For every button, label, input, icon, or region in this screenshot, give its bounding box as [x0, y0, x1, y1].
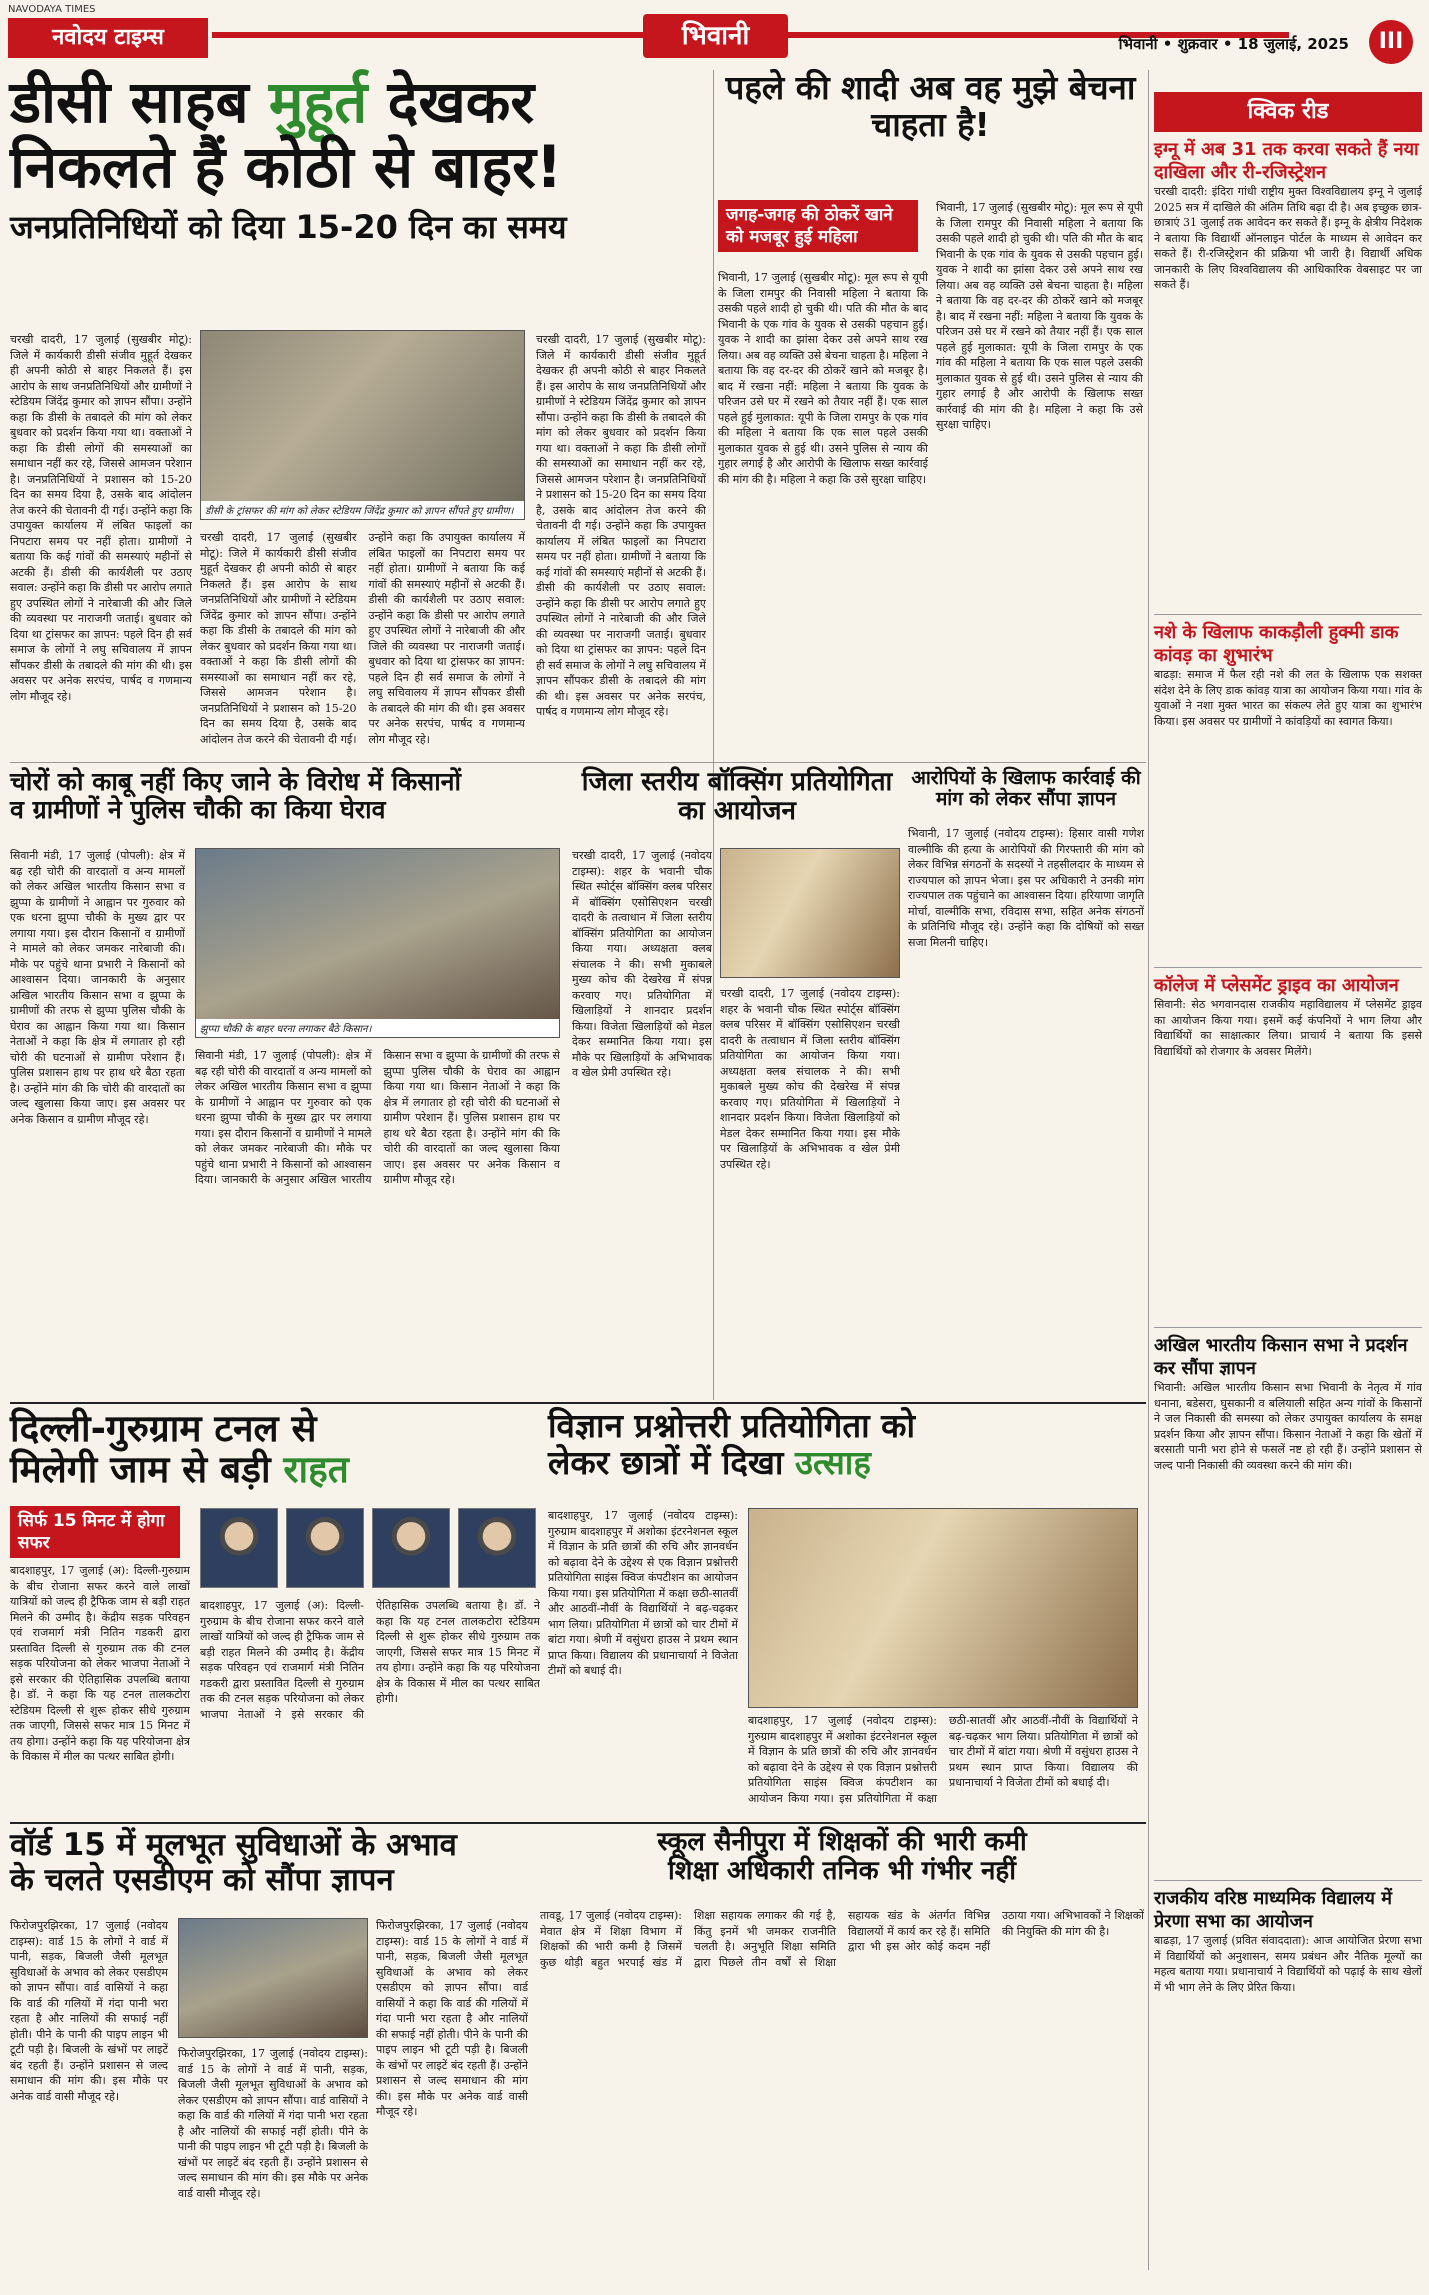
masthead-top-label: NAVODAYA TIMES: [8, 4, 96, 15]
sidebar-item-body: बाढड़ा: समाज में फैल रही नशे की लत के खिलाफ एक सशक्त संदेश देने के लिए डाक कांवड़ यात्रा का आयोजन किया गया। गांव के युवाओं ने नशा मुक्त भारत का संकल्प लेते हुए यात्रा का शुभारंभ किया। इस अवसर पर ग्रामीणों ने कांवड़ियों का स्वागत किया।: [1154, 668, 1422, 728]
person-photo: [200, 1508, 278, 1588]
section-name: भिवानी: [643, 14, 788, 58]
story2-body-col1: भिवानी, 17 जुलाई (सुखबीर मोटू): मूल रूप से यूपी के जिला रामपुर की निवासी महिला ने बताया कि उसकी पहले शादी हो चुकी थी। पति की मौत के बाद भिवानी के एक गांव के युवक से उसकी पहचान हुई। युवक ने शादी का झांसा देकर उसे अपने साथ रख लिया। अब वह व्यक्ति उसे बेचना चाहता है। महिला ने बताया कि वह दर-दर की ठोकरें खाने को मजबूर है। बाद में रखना नहीं: महिला ने बताया कि युवक के परिजन उसे घर में रखने को तैयार नहीं हैं। एक साल पहले हुई मुलाकात: यूपी के जिला रामपुर के एक गांव की महिला ने बताया कि एक साल पहले उसकी मुलाकात युवक से हुई थी। उसने पुलिस से न्याय की गुहार लगाई है और आरोपी के खिलाफ सख्त कार्रवाई की मांग की है। महिला ने कहा कि उसे सुरक्षा चाहिए।: [718, 271, 928, 486]
story6-headline-line1: दिल्ली-गुरुग्राम टनल से: [10, 1407, 317, 1450]
story3-headline-line1: चोरों को काबू नहीं किए जाने के विरोध में किसानों: [10, 767, 462, 796]
story1-headline-part-a: डीसी साहब: [10, 68, 269, 136]
person-photo: [458, 1508, 536, 1588]
story1-headline-highlight: मुहूर्त: [268, 68, 368, 136]
story-ward-15: [10, 1828, 530, 2283]
story3-photo-caption: झुप्पा चौकी के बाहर धरना लगाकर बैठे किसान।: [196, 1019, 559, 1037]
story6-headline-part: मिलेगी जाम से बड़ी: [10, 1448, 284, 1492]
sidebar-item-headline: अखिल भारतीय किसान सभा ने प्रदर्शन कर सौंपा ज्ञापन: [1154, 1335, 1408, 1379]
sidebar-item-headline: नशे के खिलाफ काकड़ौली हुक्मी डाक कांवड़ का शुभारंभ: [1154, 622, 1399, 666]
masthead: [0, 0, 1429, 64]
story8-photo: [178, 1918, 368, 2038]
person-photo: [372, 1508, 450, 1588]
sidebar-item: [1154, 1880, 1422, 2193]
story1-body-col1: चरखी दादरी, 17 जुलाई (सुखबीर मोटू): जिले में कार्यकारी डीसी संजीव मुहूर्त देखकर ही अपनी कोठी से बाहर निकलते हैं। इस आरोप के साथ जनप्रतिनिधियों और ग्रामीणों ने स्टेडियम जिंदेंद्र कुमार को ज्ञापन सौंपा। उन्होंने कहा कि डीसी के तबादले की मांग को लेकर बुधवार को प्रदर्शन किया गया था। वक्ताओं ने कहा कि डीसी लोगों की समस्याओं का समाधान नहीं कर रहे, जिससे आमजन परेशान है। जनप्रतिनिधियों ने प्रशासन को 15-20 दिन का समय दिया है, उसके बाद आंदोलन तेज करने की चेतावनी दी गई। उन्होंने कहा कि उपायुक्त कार्यालय में लंबित फाइलों का निपटारा समय पर नहीं होता। ग्रामीणों ने बताया कि कई गांवों की समस्याएं महीनों से अटकी हैं। डीसी की कार्यशैली पर उठाए सवाल: उन्होंने कहा कि डीसी पर आरोप लगाते हुए उपस्थित लोगों ने नारेबाजी की और जिले की व्यवस्था पर नाराजगी जताई। बुधवार को दिया था ट्रांसफर का ज्ञापन: पहले दिन ही सर्व समाज के लोगों ने लघु सचिवालय में ज्ञापन सौंपकर डीसी के तबादले की मांग की थी। इस अवसर पर अनेक सरपंच, पार्षद व गणमान्य लोग मौजूद रहे।: [10, 333, 192, 703]
story9-headline-line1: स्कूल सैनीपुरा में शिक्षकों की भारी कमी: [657, 1827, 1027, 1857]
story6-headline-highlight: राहत: [283, 1448, 349, 1492]
story9-headline-line2: शिक्षा अधिकारी तनिक भी गंभीर नहीं: [668, 1856, 1016, 1887]
story1-subhead: जनप्रतिनिधियों को दिया 15-20 दिन का समय: [10, 207, 567, 246]
sidebar-item: [1154, 614, 1422, 967]
story7-body-col2: बादशाहपुर, 17 जुलाई (नवोदय टाइम्स): गुरुग्राम बादशाहपुर में अशोका इंटरनेशनल स्कूल में विज्ञान के प्रति छात्रों की रुचि और ज्ञानवर्धन को बढ़ावा देने के उद्देश्य से एक विज्ञान प्रश्नोत्तरी प्रतियोगिता साइंस क्विज कंपटीशन का आयोजन किया गया। इस प्रतियोगिता में कक्षा छठी-सातवीं और आठवीं-नौवीं के विद्यार्थियों ने बढ़-चढ़कर भाग लिया। प्रतियोगिता में छात्रों को चार टीमों में बांटा गया। श्रेणी में वसुंधरा हाउस ने प्रथम स्थान प्राप्त किया। विद्यालय की प्रधानाचार्या ने विजेता टीमों को बधाई दी।: [748, 1714, 1138, 1805]
story2-tag: जगह-जगह की ठोकरें खाने को मजबूर हुई महिला: [718, 200, 918, 252]
story1-photo-caption: डीसी के ट्रांसफर की मांग को लेकर स्टेडियम जिंदेंद्र कुमार को ज्ञापन सौंपते हुए ग्रामीण।: [201, 501, 524, 519]
brand-logo: नवोदय टाइम्स: [8, 18, 208, 58]
story3-headline-line2: व ग्रामीणों ने पुलिस चौकी का किया घेराव: [10, 795, 386, 824]
story3-body-col1: सिवानी मंडी, 17 जुलाई (पोपली): क्षेत्र में बढ़ रही चोरी की वारदातों व अन्य मामलों को लेकर अखिल भारतीय किसान सभा व झुप्पा के ग्रामीणों ने आह्वान पर गुरुवार को एक धरना झुप्पा चौकी के मुख्य द्वार पर लगाया गया। इस दौरान किसानों व ग्रामीणों ने मामले को लेकर जमकर नारेबाजी की। मौके पर पहुंचे थाना प्रभारी ने किसानों को आश्वासन दिया। जानकारी के अनुसार अखिल भारतीय किसान सभा व झुप्पा के ग्रामीणों की तरफ से झुप्पा पुलिस चौकी के घेराव का आह्वान किया गया था। किसान नेताओं ने कहा कि क्षेत्र में लगातार हो रही चोरी की घटनाओं से ग्रामीण परेशान हैं। पुलिस प्रशासन हाथ पर हाथ धरे बैठा रहता है। उन्होंने मांग की कि चोरी की वारदातों का जल्द खुलासा किया जाए। इस अवसर पर अनेक किसान व ग्रामीण मौजूद रहे।: [10, 849, 185, 1126]
page-number: III: [1369, 20, 1413, 64]
story7-headline-line1: विज्ञान प्रश्नोत्तरी प्रतियोगिता को: [548, 1406, 916, 1445]
sidebar-quick-read: [1154, 92, 1422, 2282]
person-photo: [286, 1508, 364, 1588]
story3-body-col2: सिवानी मंडी, 17 जुलाई (पोपली): क्षेत्र में बढ़ रही चोरी की वारदातों व अन्य मामलों को लेकर अखिल भारतीय किसान सभा व झुप्पा के ग्रामीणों ने आह्वान पर गुरुवार को एक धरना झुप्पा चौकी के मुख्य द्वार पर लगाया गया। इस दौरान किसानों व ग्रामीणों ने मामले को लेकर जमकर नारेबाजी की। मौके पर पहुंचे थाना प्रभारी ने किसानों को आश्वासन दिया। जानकारी के अनुसार अखिल भारतीय किसान सभा व झुप्पा के ग्रामीणों की तरफ से झुप्पा पुलिस चौकी के घेराव का आह्वान किया गया था। किसान नेताओं ने कहा कि क्षेत्र में लगातार हो रही चोरी की घटनाओं से ग्रामीण परेशान हैं। पुलिस प्रशासन हाथ पर हाथ धरे बैठा रहता है। उन्होंने मांग की कि चोरी की वारदातों का जल्द खुलासा किया जाए। इस अवसर पर अनेक किसान व ग्रामीण मौजूद रहे।: [195, 1049, 560, 1186]
story-boxing: [572, 768, 902, 1398]
sidebar-item-body: भिवानी: अखिल भारतीय किसान सभा भिवानी के नेतृत्व में गांव धनाना, बडेसरा, घुसकानी व बलियाली सहित अन्य गांवों के किसानों ने जल निकासी की समस्या को लेकर उपायुक्त कार्यालय के समक्ष प्रदर्शन किया और ज्ञापन सौंपा। किसान नेताओं ने कहा कि खेतों में बरसाती पानी भरा होने से फसलें नष्ट हो रही हैं। उन्होंने प्रशासन से जल्द पानी निकासी की व्यवस्था करने की मांग की।: [1154, 1381, 1422, 1472]
divider: [10, 762, 1146, 763]
story5-headline: आरोपियों के खिलाफ कार्रवाई की मांग को लेकर सौंपा ज्ञापन: [911, 767, 1141, 811]
story9-body: तावडू, 17 जुलाई (नवोदय टाइम्स): मेवात क्षेत्र में शिक्षा विभाग में शिक्षकों की भारी कमी है जिसमें कुछ थोड़ी बहुत भरपाई खंड में शिक्षा सहायक लगाकर की गई है, किंतु इनमें भी जमकर राजनीति चलती है। अनुभूति शिक्षा समिति द्वारा पिछले तीन वर्षों से शिक्षा सहायक खंड के अंतर्गत विभिन्न विद्यालयों में कार्य कर रहे हैं। समिति द्वारा भी इस ओर कोई कदम नहीं उठाया गया। अभिभावकों ने शिक्षकों की नियुक्ति की मांग की है।: [540, 1909, 1144, 1969]
story2-body-col2: भिवानी, 17 जुलाई (सुखबीर मोटू): मूल रूप से यूपी के जिला रामपुर की निवासी महिला ने बताया कि उसकी पहले शादी हो चुकी थी। पति की मौत के बाद भिवानी के एक गांव के युवक से उसकी पहचान हुई। युवक ने शादी का झांसा देकर उसे अपने साथ रख लिया। अब वह व्यक्ति उसे बेचना चाहता है। महिला ने बताया कि वह दर-दर की ठोकरें खाने को मजबूर है। बाद में रखना नहीं: महिला ने बताया कि युवक के परिजन उसे घर में रखने को तैयार नहीं हैं। एक साल पहले हुई मुलाकात: यूपी के जिला रामपुर के एक गांव की महिला ने बताया कि एक साल पहले उसकी मुलाकात युवक से हुई थी। उसने पुलिस से न्याय की गुहार लगाई है और आरोपी के खिलाफ सख्त कार्रवाई की मांग की है। महिला ने कहा कि उसे सुरक्षा चाहिए।: [936, 201, 1143, 431]
story4-body-col2: चरखी दादरी, 17 जुलाई (नवोदय टाइम्स): शहर के भवानी चौक स्थित स्पोर्ट्स बॉक्सिंग क्लब परिसर में बॉक्सिंग एसोसिएशन चरखी दादरी के तत्वाधान में जिला स्तरीय बॉक्सिंग प्रतियोगिता का आयोजन किया गया। अध्यक्षता क्लब संचालक ने की। सभी मुकाबले मुख्य कोच की देखरेख में संपन्न करवाए गए। प्रतियोगिता में खिलाड़ियों ने शानदार प्रदर्शन किया। विजेता खिलाड़ियों को मेडल देकर सम्मानित किया गया। इस मौके पर खिलाड़ियों के अभिभावक व खेल प्रेमी उपस्थित रहे।: [720, 987, 900, 1171]
story6-body-col1: बादशाहपुर, 17 जुलाई (अ): दिल्ली-गुरुग्राम के बीच रोजाना सफर करने वाले लाखों यात्रियों को जल्द ही ट्रैफिक जाम से बड़ी राहत मिलने की उम्मीद है। केंद्रीय सड़क परिवहन एवं राजमार्ग मंत्री नितिन गडकरी द्वारा प्रस्तावित दिल्ली से गुरुग्राम तक की टनल सड़क परियोजना को लेकर भाजपा नेताओं ने इसे सरकार की ऐतिहासिक उपलब्धि बताया है। डॉ. ने कहा कि यह टनल तालकटोरा स्टेडियम दिल्ली से शुरू होकर सीधे गुरुग्राम तक जाएगी, जिससे सफर मात्र 15 मिनट में तय होगा। उन्होंने कहा कि यह परियोजना क्षेत्र के विकास में मील का पत्थर साबित होगी।: [10, 1564, 190, 1763]
story-sainipura-school: [540, 1828, 1144, 2283]
sidebar-item: [1154, 967, 1422, 1327]
story8-body-col3: फिरोजपुरझिरका, 17 जुलाई (नवोदय टाइम्स): वार्ड 15 के लोगों ने वार्ड में पानी, सड़क, बिजली जैसी मूलभूत सुविधाओं के अभाव को लेकर एसडीएम को ज्ञापन सौंपा। वार्ड वासियों ने कहा कि वार्ड की गलियों में गंदा पानी भरा रहता है और नालियों की सफाई नहीं होती। पीने के पानी की पाइप लाइन भी टूटी पड़ी है। बिजली के खंभों पर लाइटें बंद रहती हैं। उन्होंने प्रशासन से जल्द समाधान की मांग की। इस मौके पर अनेक वार्ड वासी मौजूद रहे।: [376, 1919, 528, 2118]
story1-headline: [10, 70, 710, 135]
story1-headline-line2: निकलते हैं कोठी से बाहर!: [10, 132, 563, 201]
divider: [10, 1822, 1146, 1824]
story6-body-col2: बादशाहपुर, 17 जुलाई (अ): दिल्ली-गुरुग्राम के बीच रोजाना सफर करने वाले लाखों यात्रियों को जल्द ही ट्रैफिक जाम से बड़ी राहत मिलने की उम्मीद है। केंद्रीय सड़क परिवहन एवं राजमार्ग मंत्री नितिन गडकरी द्वारा प्रस्तावित दिल्ली से गुरुग्राम तक की टनल सड़क परियोजना को लेकर भाजपा नेताओं ने इसे सरकार की ऐतिहासिक उपलब्धि बताया है। डॉ. ने कहा कि यह टनल तालकटोरा स्टेडियम दिल्ली से शुरू होकर सीधे गुरुग्राम तक जाएगी, जिससे सफर मात्र 15 मिनट में तय होगा। उन्होंने कहा कि यह परियोजना क्षेत्र के विकास में मील का पत्थर साबित होगी।: [200, 1599, 540, 1721]
story8-body-col1: फिरोजपुरझिरका, 17 जुलाई (नवोदय टाइम्स): वार्ड 15 के लोगों ने वार्ड में पानी, सड़क, बिजली जैसी मूलभूत सुविधाओं के अभाव को लेकर एसडीएम को ज्ञापन सौंपा। वार्ड वासियों ने कहा कि वार्ड की गलियों में गंदा पानी भरा रहता है और नालियों की सफाई नहीं होती। पीने के पानी की पाइप लाइन भी टूटी पड़ी है। बिजली के खंभों पर लाइटें बंद रहती हैं। उन्होंने प्रशासन से जल्द समाधान की मांग की। इस मौके पर अनेक वार्ड वासी मौजूद रहे।: [10, 1919, 168, 2103]
story7-headline-part: लेकर छात्रों में दिखा: [548, 1442, 795, 1482]
story7-headline-line2: [548, 1442, 1144, 1482]
story7-body-col1: बादशाहपुर, 17 जुलाई (नवोदय टाइम्स): गुरुग्राम बादशाहपुर में अशोका इंटरनेशनल स्कूल में विज्ञान के प्रति छात्रों की रुचि और ज्ञानवर्धन को बढ़ावा देने के उद्देश्य से एक विज्ञान प्रश्नोत्तरी प्रतियोगिता साइंस क्विज कंपटीशन का आयोजन किया गया। इस प्रतियोगिता में कक्षा छठी-सातवीं और आठवीं-नौवीं के विद्यार्थियों ने बढ़-चढ़कर भाग लिया। प्रतियोगिता में छात्रों को चार टीमों में बांटा गया। श्रेणी में वसुंधरा हाउस ने प्रथम स्थान प्राप्त किया। विद्यालय की प्रधानाचार्या ने विजेता टीमों को बधाई दी।: [548, 1509, 738, 1677]
sidebar-header: क्विक रीड: [1154, 92, 1422, 132]
story4-body-col1: चरखी दादरी, 17 जुलाई (नवोदय टाइम्स): शहर के भवानी चौक स्थित स्पोर्ट्स बॉक्सिंग क्लब परिसर में बॉक्सिंग एसोसिएशन चरखी दादरी के तत्वाधान में जिला स्तरीय बॉक्सिंग प्रतियोगिता का आयोजन किया गया। अध्यक्षता क्लब संचालक ने की। सभी मुकाबले मुख्य कोच की देखरेख में संपन्न करवाए गए। प्रतियोगिता में खिलाड़ियों ने शानदार प्रदर्शन किया। विजेता खिलाड़ियों को मेडल देकर सम्मानित किया गया। इस मौके पर खिलाड़ियों के अभिभावक व खेल प्रेमी उपस्थित रहे।: [572, 849, 712, 1079]
story7-headline-highlight: उत्साह: [794, 1442, 871, 1482]
story6-tag: सिर्फ 15 मिनट में होगा सफर: [10, 1506, 180, 1558]
story-tunnel: [10, 1408, 540, 1818]
story-dc-muhurat: [10, 70, 710, 860]
story-woman-sell: [718, 70, 1143, 770]
story5-body: भिवानी, 17 जुलाई (नवोदय टाइम्स): हिसार वासी गणेश वाल्मीकि की हत्या के आरोपियों की गिरफ्तारी की मांग को लेकर विभिन्न संगठनों के सदस्यों ने तहसीलदार के माध्यम से राज्यपाल को ज्ञापन भेजा। इस पर अधिकारी ने उनकी मांग राज्यपाल तक पहुंचाने का आश्वासन दिया। हरियाणा जागृति मोर्चा, वाल्मीकि सभा, रविदास सभा, सहित अनेक संगठनों के प्रतिनिधि मौजूद रहे। उन्होंने कहा कि दोषियों को सख्त सजा मिलनी चाहिए।: [908, 827, 1144, 949]
sidebar-divider: [1148, 70, 1149, 2270]
story8-body-col2: फिरोजपुरझिरका, 17 जुलाई (नवोदय टाइम्स): वार्ड 15 के लोगों ने वार्ड में पानी, सड़क, बिजली जैसी मूलभूत सुविधाओं के अभाव को लेकर एसडीएम को ज्ञापन सौंपा। वार्ड वासियों ने कहा कि वार्ड की गलियों में गंदा पानी भरा रहता है और नालियों की सफाई नहीं होती। पीने के पानी की पाइप लाइन भी टूटी पड़ी है। बिजली के खंभों पर लाइटें बंद रहती हैं। उन्होंने प्रशासन से जल्द समाधान की मांग की। इस मौके पर अनेक वार्ड वासी मौजूद रहे।: [178, 2047, 368, 2200]
story-science-quiz: [548, 1408, 1144, 1818]
sidebar-item-headline: कॉलेज में प्लेसमेंट ड्राइव का आयोजन: [1154, 975, 1399, 996]
story4-photo: [720, 848, 900, 978]
story6-headline-line2: [10, 1449, 540, 1490]
sidebar-item-body: सिवानी: सेठ भगवानदास राजकीय महाविद्यालय में प्लेसमेंट ड्राइव का आयोजन किया गया। इसमें कई कंपनियों ने भाग लिया और विद्यार्थियों का साक्षात्कार लिया। प्राचार्य ने बताया कि इससे विद्यार्थियों को रोजगार के अवसर मिलेंगे।: [1154, 998, 1422, 1058]
sidebar-item-body: चरखी दादरी: इंदिरा गांधी राष्ट्रीय मुक्त विश्वविद्यालय इग्नू ने जुलाई 2025 सत्र में दाखिले की अंतिम तिथि बढ़ा दी है। अब इच्छुक छात्र-छात्राएं 31 जुलाई तक आवेदन कर सकते हैं। इग्नू के क्षेत्रीय निदेशक ने बताया कि विद्यार्थी ऑनलाइन पोर्टल के माध्यम से आवेदन कर सकते हैं। री-रजिस्ट्रेशन की प्रक्रिया भी जारी है। विद्यार्थी अधिक जानकारी के लिए विश्वविद्यालय की आधिकारिक वेबसाइट पर जा सकते हैं।: [1154, 185, 1422, 291]
story1-photo: [200, 330, 525, 520]
story8-headline-line1: वॉर्ड 15 में मूलभूत सुविधाओं के अभाव: [10, 1827, 457, 1863]
story4-headline: जिला स्तरीय बॉक्सिंग प्रतियोगिता का आयोजन: [581, 767, 893, 827]
story1-body-col2: चरखी दादरी, 17 जुलाई (सुखबीर मोटू): जिले में कार्यकारी डीसी संजीव मुहूर्त देखकर ही अपनी कोठी से बाहर निकलते हैं। इस आरोप के साथ जनप्रतिनिधियों और ग्रामीणों ने स्टेडियम जिंदेंद्र कुमार को ज्ञापन सौंपा। उन्होंने कहा कि डीसी के तबादले की मांग को लेकर बुधवार को प्रदर्शन किया गया था। वक्ताओं ने कहा कि डीसी लोगों की समस्याओं का समाधान नहीं कर रहे, जिससे आमजन परेशान है। जनप्रतिनिधियों ने प्रशासन को 15-20 दिन का समय दिया है, उसके बाद आंदोलन तेज करने की चेतावनी दी गई। उन्होंने कहा कि उपायुक्त कार्यालय में लंबित फाइलों का निपटारा समय पर नहीं होता। ग्रामीणों ने बताया कि कई गांवों की समस्याएं महीनों से अटकी हैं। डीसी की कार्यशैली पर उठाए सवाल: उन्होंने कहा कि डीसी पर आरोप लगाते हुए उपस्थित लोगों ने नारेबाजी की और जिले की व्यवस्था पर नाराजगी जताई। बुधवार को दिया था ट्रांसफर का ज्ञापन: पहले दिन ही सर्व समाज के लोगों ने लघु सचिवालय में ज्ञापन सौंपकर डीसी के तबादले की मांग की थी। इस अवसर पर अनेक सरपंच, पार्षद व गणमान्य लोग मौजूद रहे।: [200, 531, 525, 746]
sidebar-item-headline: इग्नू में अब 31 तक करवा सकते हैं नया दाखिला और री-रजिस्ट्रेशन: [1154, 139, 1419, 183]
dateline: भिवानी • शुक्रवार • 18 जुलाई, 2025: [1118, 35, 1349, 53]
sidebar-item: [1154, 132, 1422, 614]
story1-body-col3: चरखी दादरी, 17 जुलाई (सुखबीर मोटू): जिले में कार्यकारी डीसी संजीव मुहूर्त देखकर ही अपनी कोठी से बाहर निकलते हैं। इस आरोप के साथ जनप्रतिनिधियों और ग्रामीणों ने स्टेडियम जिंदेंद्र कुमार को ज्ञापन सौंपा। उन्होंने कहा कि डीसी के तबादले की मांग को लेकर बुधवार को प्रदर्शन किया गया था। वक्ताओं ने कहा कि डीसी लोगों की समस्याओं का समाधान नहीं कर रहे, जिससे आमजन परेशान है। जनप्रतिनिधियों ने प्रशासन को 15-20 दिन का समय दिया है, उसके बाद आंदोलन तेज करने की चेतावनी दी गई। उन्होंने कहा कि उपायुक्त कार्यालय में लंबित फाइलों का निपटारा समय पर नहीं होता। ग्रामीणों ने बताया कि कई गांवों की समस्याएं महीनों से अटकी हैं। डीसी की कार्यशैली पर उठाए सवाल: उन्होंने कहा कि डीसी पर आरोप लगाते हुए उपस्थित लोगों ने नारेबाजी की और जिले की व्यवस्था पर नाराजगी जताई। बुधवार को दिया था ट्रांसफर का ज्ञापन: पहले दिन ही सर्व समाज के लोगों ने लघु सचिवालय में ज्ञापन सौंपकर डीसी के तबादले की मांग की थी। इस अवसर पर अनेक सरपंच, पार्षद व गणमान्य लोग मौजूद रहे।: [536, 333, 706, 718]
story7-photo: [748, 1508, 1138, 1708]
story1-headline-part-c: देखकर: [367, 68, 535, 136]
story3-photo: [195, 848, 560, 1038]
story2-headline: पहले की शादी अब वह मुझे बेचना चाहता है!: [725, 68, 1136, 144]
story-memorandum: [908, 768, 1144, 1398]
story8-headline-line2: के चलते एसडीएम को सौंपा ज्ञापन: [10, 1861, 394, 1898]
divider: [10, 1402, 1146, 1404]
sidebar-item-headline: राजकीय वरिष्ठ माध्यमिक विद्यालय में प्रेरणा सभा का आयोजन: [1154, 1888, 1392, 1932]
sidebar-item: [1154, 1327, 1422, 1880]
sidebar-item-body: बाढड़ा, 17 जुलाई (प्रवित संवाददाता): आज आयोजित प्रेरणा सभा में विद्यार्थियों को अनुशासन, समय प्रबंधन और नैतिक मूल्यों का महत्व बताया गया। प्रधानाचार्य ने विद्यार्थियों को पढ़ाई के साथ खेलों में भी भाग लेने के लिए प्रेरित किया।: [1154, 1934, 1422, 1994]
story-police-chowki: [10, 768, 565, 1398]
